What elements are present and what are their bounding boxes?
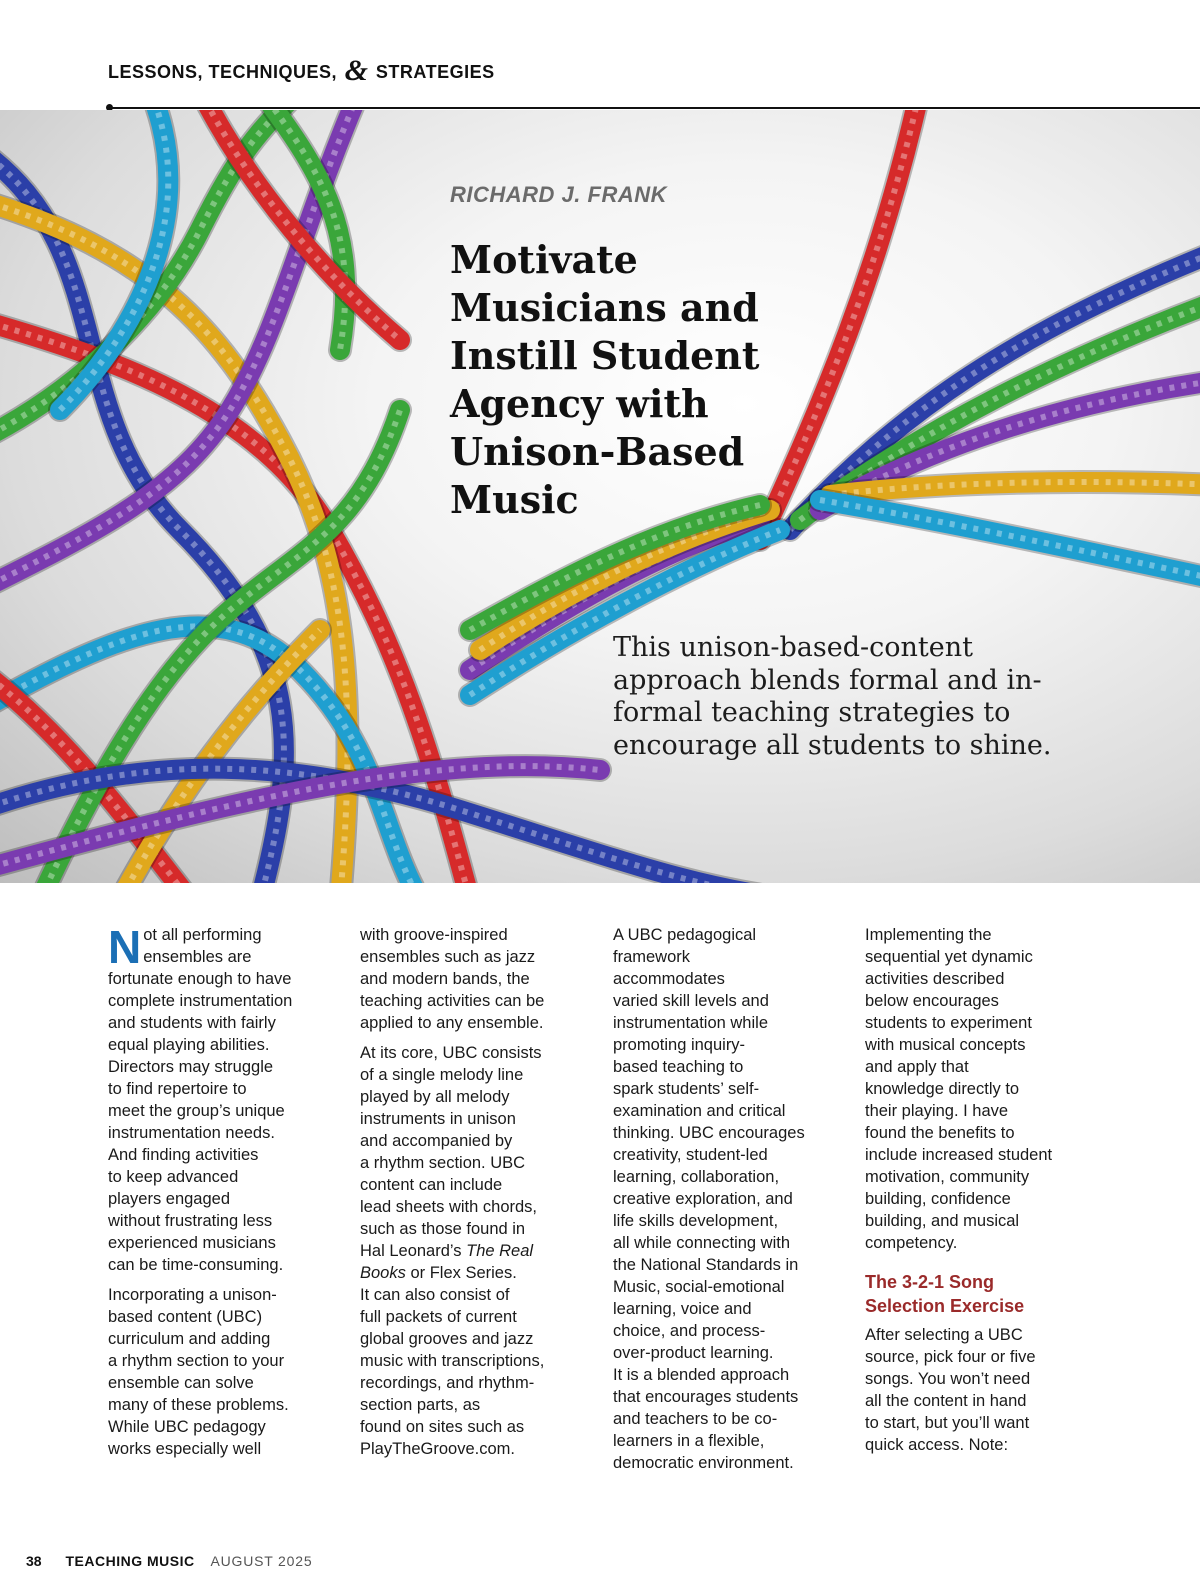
paragraph-line: activities described	[865, 970, 1005, 988]
paragraph-line: Directors may struggle	[108, 1058, 274, 1076]
paragraph-line: Music, social-emotional	[613, 1278, 785, 1296]
paragraph	[108, 921, 340, 1276]
body-column-2	[360, 924, 592, 1468]
paragraph-line: and teachers to be co-	[613, 1410, 778, 1428]
paragraph-line: source, pick four or five	[865, 1348, 1036, 1366]
paragraph-line: all while connecting with	[613, 1234, 791, 1252]
paragraph-line: that encourages students	[613, 1388, 799, 1406]
paragraph-lines	[108, 1284, 340, 1460]
paragraph-line: based content (UBC)	[108, 1308, 263, 1326]
paragraph-line: knowledge directly to	[865, 1080, 1020, 1098]
paragraph-line: players engaged	[108, 1190, 231, 1208]
paragraph-line: examination and critical	[613, 1102, 786, 1120]
section-label	[108, 54, 495, 87]
headline-line: Instill Student	[450, 333, 760, 378]
paragraph-line: competency.	[865, 1234, 958, 1252]
paragraph-line: While UBC pedagogy	[108, 1418, 266, 1436]
text-run: or Flex Series.	[405, 1264, 517, 1282]
deck-line: approach blends formal and in-	[613, 664, 1042, 696]
paragraph-line: building, and musical	[865, 1212, 1020, 1230]
paragraph-lines	[613, 924, 845, 1474]
paragraph-line: curriculum and adding	[108, 1330, 271, 1348]
magazine-name: TEACHING MUSIC	[65, 1553, 195, 1569]
paragraph-line: And finding activities	[108, 1146, 259, 1164]
paragraph-line: accommodates	[613, 970, 725, 988]
paragraph-line: teaching activities can be	[360, 992, 545, 1010]
section-label-post: STRATEGIES	[375, 62, 495, 82]
paragraph-line: ensembles are	[143, 948, 252, 966]
paragraph-line: Incorporating a unison-	[108, 1286, 277, 1304]
paragraph-line: global grooves and jazz	[360, 1330, 534, 1348]
subhead-line: Selection Exercise	[865, 1296, 1025, 1316]
paragraph-line: promoting inquiry-	[613, 1036, 746, 1054]
body-column-3	[613, 924, 845, 1482]
article-deck	[613, 632, 1063, 762]
paragraph-line: to start, but you’ll want	[865, 1414, 1030, 1432]
paragraph-line: section parts, as	[360, 1396, 481, 1414]
paragraph-line: over-product learning.	[613, 1344, 774, 1362]
header-rule	[108, 107, 1200, 109]
paragraph-line: spark students’ self-	[613, 1080, 760, 1098]
paragraph-line: based teaching to	[613, 1058, 744, 1076]
paragraph-lines	[865, 924, 1097, 1254]
paragraph-line: recordings, and rhythm-	[360, 1374, 535, 1392]
paragraph-line: creativity, student-led	[613, 1146, 768, 1164]
paragraph	[613, 924, 845, 1474]
paragraph	[360, 924, 592, 1034]
headline-line: Unison-Based	[450, 429, 745, 474]
paragraph	[108, 1284, 340, 1460]
paragraph-line: varied skill levels and	[613, 992, 769, 1010]
paragraph-line: below encourages	[865, 992, 999, 1010]
paragraph	[865, 924, 1097, 1254]
paragraph-lines	[108, 921, 340, 1276]
paragraph-line: to find repertoire to	[108, 1080, 247, 1098]
subhead	[865, 1270, 1097, 1318]
paragraph-line: A UBC pedagogical	[613, 926, 757, 944]
paragraph-line: ot all performing	[143, 926, 262, 944]
paragraph-line: without frustrating less	[108, 1212, 273, 1230]
paragraph-line: democratic environment.	[613, 1454, 794, 1472]
paragraph-lines	[360, 1042, 592, 1240]
deck-line: formal teaching strategies to	[613, 697, 1011, 728]
paragraph-line: At its core, UBC consists	[360, 1044, 542, 1062]
paragraph-line: quick access. Note:	[865, 1436, 1009, 1454]
paragraph-line: works especially well	[108, 1440, 262, 1458]
paragraph	[865, 1324, 1097, 1456]
paragraph-line: After selecting a UBC	[865, 1326, 1023, 1344]
paragraph-line: their playing. I have	[865, 1102, 1009, 1120]
paragraph-line: life skills development,	[613, 1212, 779, 1230]
section-label-ampersand: &	[344, 54, 369, 87]
paragraph-line: experienced musicians	[108, 1234, 276, 1252]
paragraph-line: equal playing abilities.	[108, 1036, 270, 1054]
issue-date: AUGUST 2025	[210, 1553, 313, 1569]
page-number: 38	[26, 1553, 42, 1569]
paragraph-line: such as those found in	[360, 1220, 526, 1238]
paragraph-line: and accompanied by	[360, 1132, 513, 1150]
headline-line: Motivate	[450, 237, 638, 282]
paragraph-line: PlayTheGroove.com.	[360, 1440, 515, 1458]
paragraph-line: learning, voice and	[613, 1300, 752, 1318]
paragraph-line: include increased student	[865, 1146, 1053, 1164]
paragraph-line: full packets of current	[360, 1308, 517, 1326]
paragraph-line: music with transcriptions,	[360, 1352, 545, 1370]
subhead-line: The 3-2-1 Song	[865, 1272, 995, 1292]
paragraph-lines	[865, 1324, 1097, 1456]
paragraph-line: many of these problems.	[108, 1396, 289, 1414]
paragraph-line: learning, collaboration,	[613, 1168, 780, 1186]
paragraph-line: instrumentation needs.	[108, 1124, 275, 1142]
paragraph-line: sequential yet dynamic	[865, 948, 1033, 966]
paragraph-line: complete instrumentation	[108, 992, 293, 1010]
section-label-pre: LESSONS, TECHNIQUES,	[108, 62, 338, 82]
body-column-1	[108, 921, 340, 1468]
deck-line: encourage all students to shine.	[613, 729, 1052, 761]
drop-cap: N	[108, 921, 142, 973]
paragraph-line: students to experiment	[865, 1014, 1032, 1032]
paragraph-line	[360, 1262, 592, 1284]
body-column-4	[865, 924, 1097, 1464]
paragraph-line: found on sites such as	[360, 1418, 525, 1436]
paragraph-line: found the benefits to	[865, 1124, 1015, 1142]
deck-line: This unison-based-content	[613, 632, 973, 663]
paragraph-line: all the content in hand	[865, 1392, 1027, 1410]
article-headline	[450, 236, 780, 524]
paragraph-lines	[360, 924, 592, 1034]
paragraph-line: a rhythm section. UBC	[360, 1154, 526, 1172]
paragraph-line: content can include	[360, 1176, 503, 1194]
paragraph-line: with groove-inspired	[360, 926, 508, 944]
paragraph-line: creative exploration, and	[613, 1190, 793, 1208]
paragraph-line: framework	[613, 948, 691, 966]
paragraph-lines	[360, 1284, 592, 1460]
paragraph-line: to keep advanced	[108, 1168, 239, 1186]
paragraph-line: ensemble can solve	[108, 1374, 254, 1392]
paragraph-line: applied to any ensemble.	[360, 1014, 544, 1032]
paragraph-line: building, confidence	[865, 1190, 1011, 1208]
paragraph-line: songs. You won’t need	[865, 1370, 1031, 1388]
paragraph-line: fortunate enough to have	[108, 970, 292, 988]
headline-line: Musicians and	[450, 285, 759, 330]
paragraph-line: can be time-consuming.	[108, 1256, 284, 1274]
paragraph-line: learners in a flexible,	[613, 1432, 765, 1450]
book-title: The Real	[466, 1242, 534, 1260]
headline-line: Agency with	[450, 381, 709, 426]
paragraph-line: instruments in unison	[360, 1110, 516, 1128]
paragraph-line: played by all melody	[360, 1088, 510, 1106]
paragraph	[360, 1042, 592, 1460]
paragraph-line: with musical concepts	[865, 1036, 1026, 1054]
paragraph-line: and apply that	[865, 1058, 969, 1076]
paragraph-line: motivation, community	[865, 1168, 1030, 1186]
paragraph-line: and students with fairly	[108, 1014, 276, 1032]
paragraph-line	[360, 1240, 592, 1262]
paragraph-line: instrumentation while	[613, 1014, 768, 1032]
author-byline: RICHARD J. FRANK	[450, 182, 667, 207]
page-footer	[26, 1553, 312, 1569]
paragraph-line: the National Standards in	[613, 1256, 799, 1274]
paragraph-line: thinking. UBC encourages	[613, 1124, 805, 1142]
paragraph-line: meet the group’s unique	[108, 1102, 285, 1120]
paragraph-line: choice, and process-	[613, 1322, 766, 1340]
headline-line: Music	[450, 477, 579, 522]
book-title: Books	[360, 1264, 406, 1282]
paragraph-line: and modern bands, the	[360, 970, 530, 988]
paragraph-line: ensembles such as jazz	[360, 948, 536, 966]
paragraph-line: a rhythm section to your	[108, 1352, 285, 1370]
rope-strand	[820, 500, 1200, 580]
paragraph-line: of a single melody line	[360, 1066, 524, 1084]
text-run: Hal Leonard’s	[360, 1242, 467, 1260]
paragraph-line: Implementing the	[865, 926, 992, 944]
paragraph-line: lead sheets with chords,	[360, 1198, 538, 1216]
paragraph-line: It is a blended approach	[613, 1366, 790, 1384]
paragraph-line: It can also consist of	[360, 1286, 510, 1304]
